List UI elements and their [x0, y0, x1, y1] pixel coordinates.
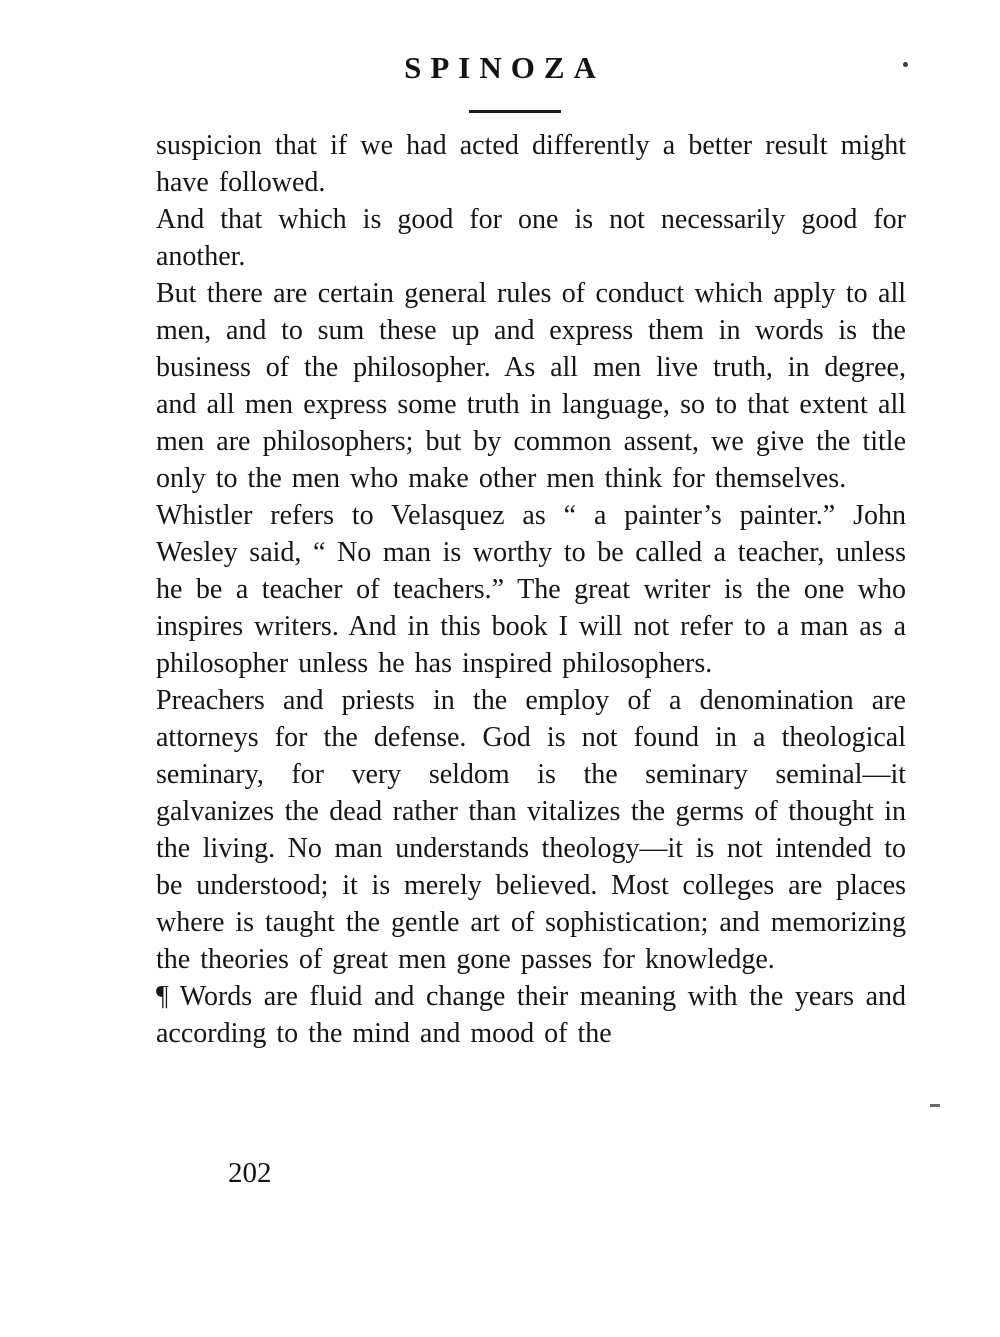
- paragraph: ¶ Words are fluid and change their meaning with the years and according to the mind and mood of the: [156, 981, 906, 1049]
- scan-artifact-dot-icon: [903, 62, 908, 67]
- paragraph: suspicion that if we had acted differently a better result might have followed.: [156, 130, 906, 198]
- paragraph: But there are certain general rules of conduct which apply to all men, and to sum these up and express them in words is the business of the philosopher. As all men live truth, in degree, and all men express some truth in language, so to that extent all men are philosophers; but by common assent, we give the title only to the men who make other men think for themselves.: [156, 278, 906, 494]
- paragraph: Preachers and priests in the employ of a denomination are attorneys for the defense. God is not found in a theological seminary, for very seldom is the seminary seminal—it galvanizes the dead rather than vitalizes the germs of thought in the living. No man understands theology—it is not intended to be understood; it is merely believed. Most colleges are places where is taught the gentle art of sophistication; and memorizing the theories of great men gone passes for knowledge.: [156, 685, 906, 975]
- paragraph: Whistler refers to Velasquez as “ a painter’s painter.” John Wesley said, “ No man is worthy to be called a teacher, unless he be a teacher of teachers.” The great writer is the one who inspires writers. And in this book I will not refer to a man as a philosopher unless he has inspired philosophers.: [156, 500, 906, 679]
- page-title: SPINOZA: [404, 50, 605, 85]
- body-text: [156, 127, 906, 1052]
- title-divider-rule: [469, 110, 561, 113]
- scan-artifact-dash-icon: [930, 1104, 940, 1107]
- page-number: 202: [228, 1157, 272, 1189]
- paragraph: And that which is good for one is not necessarily good for another.: [156, 204, 906, 272]
